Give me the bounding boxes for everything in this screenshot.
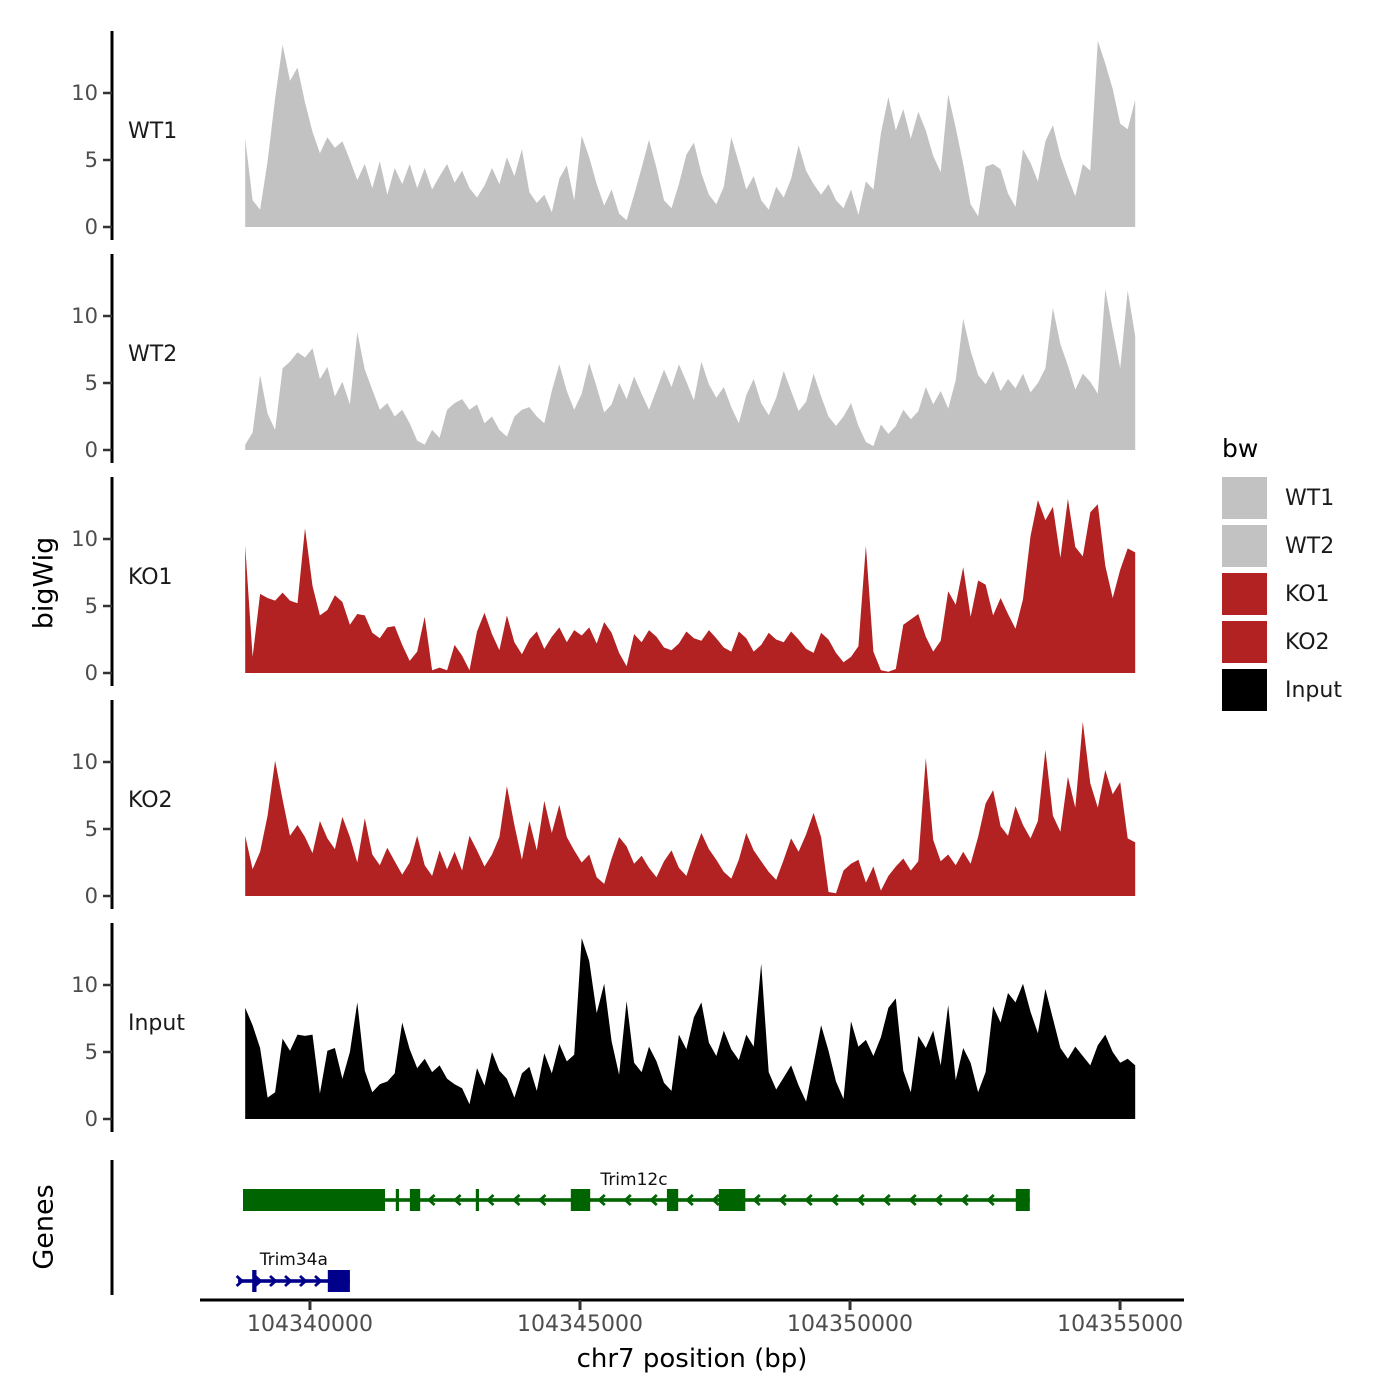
track-label-wt1: WT1 <box>128 119 178 144</box>
legend-swatch-wt1 <box>1222 477 1267 519</box>
track-label-ko1: KO1 <box>128 565 173 590</box>
y-axis-title: bigWig <box>28 536 60 630</box>
gene-exon-trim12c <box>571 1189 590 1211</box>
legend-swatch-ko2 <box>1222 621 1267 663</box>
gene-label-trim34a: Trim34a <box>259 1250 328 1270</box>
y-tick-label: 0 <box>84 438 98 462</box>
track-label-ko2: KO2 <box>128 788 173 813</box>
legend-label-wt1: WT1 <box>1285 485 1335 511</box>
gene-exon-trim12c <box>1016 1189 1030 1211</box>
legend-label-ko1: KO1 <box>1285 581 1330 607</box>
coverage-area-ko1 <box>245 499 1135 673</box>
legend-item-ko1 <box>1222 573 1398 615</box>
gene-exon-trim12c <box>396 1189 399 1211</box>
legend-label-ko2: KO2 <box>1285 629 1330 655</box>
legend-label-wt2: WT2 <box>1285 533 1335 559</box>
coverage-area-wt2 <box>245 289 1135 450</box>
legend-title: bw <box>1222 434 1259 463</box>
y-tick-label: 10 <box>71 304 98 328</box>
legend-swatch-wt2 <box>1222 525 1267 567</box>
y-tick-label: 10 <box>71 750 98 774</box>
legend-item-ko2 <box>1222 621 1398 663</box>
y-tick-label: 10 <box>71 527 98 551</box>
legend-item-wt1 <box>1222 477 1398 519</box>
y-tick-label: 5 <box>84 594 98 618</box>
legend-item-wt2 <box>1222 525 1398 567</box>
legend-item-input <box>1222 669 1398 711</box>
y-tick-label: 5 <box>84 817 98 841</box>
y-tick-label: 0 <box>84 1107 98 1131</box>
y-tick-label: 0 <box>84 884 98 908</box>
gene-exon-trim34a <box>252 1270 256 1292</box>
gene-exon-trim12c <box>476 1189 479 1211</box>
track-label-wt2: WT2 <box>128 342 178 367</box>
coverage-area-wt1 <box>245 41 1135 227</box>
x-tick-label-104355000: 104355000 <box>1057 1312 1184 1337</box>
y-tick-label: 5 <box>84 371 98 395</box>
x-axis-title: chr7 position (bp) <box>576 1344 808 1374</box>
x-tick-label-104350000: 104350000 <box>787 1312 913 1337</box>
gene-exon-trim34a <box>328 1270 350 1292</box>
y-tick-label: 10 <box>71 81 98 105</box>
x-tick-label-104345000: 104345000 <box>517 1312 643 1337</box>
y-tick-label: 5 <box>84 1040 98 1064</box>
genes-axis-title: Genes <box>28 1184 60 1270</box>
gene-exon-trim12c <box>243 1189 385 1211</box>
y-tick-label: 0 <box>84 215 98 239</box>
legend-label-input: Input <box>1285 677 1342 703</box>
y-tick-label: 5 <box>84 148 98 172</box>
gene-exon-trim12c <box>410 1189 420 1211</box>
track-label-input: Input <box>128 1011 185 1036</box>
coverage-area-ko2 <box>245 722 1135 896</box>
y-tick-label: 0 <box>84 661 98 685</box>
coverage-area-input <box>245 938 1135 1119</box>
gene-label-trim12c: Trim12c <box>600 1170 668 1190</box>
gene-exon-trim12c <box>719 1189 746 1211</box>
legend-swatch-input <box>1222 669 1267 711</box>
gene-exon-trim12c <box>667 1189 678 1211</box>
legend <box>1222 434 1398 717</box>
legend-swatch-ko1 <box>1222 573 1267 615</box>
x-tick-label-104340000: 104340000 <box>247 1312 373 1337</box>
y-tick-label: 10 <box>71 973 98 997</box>
